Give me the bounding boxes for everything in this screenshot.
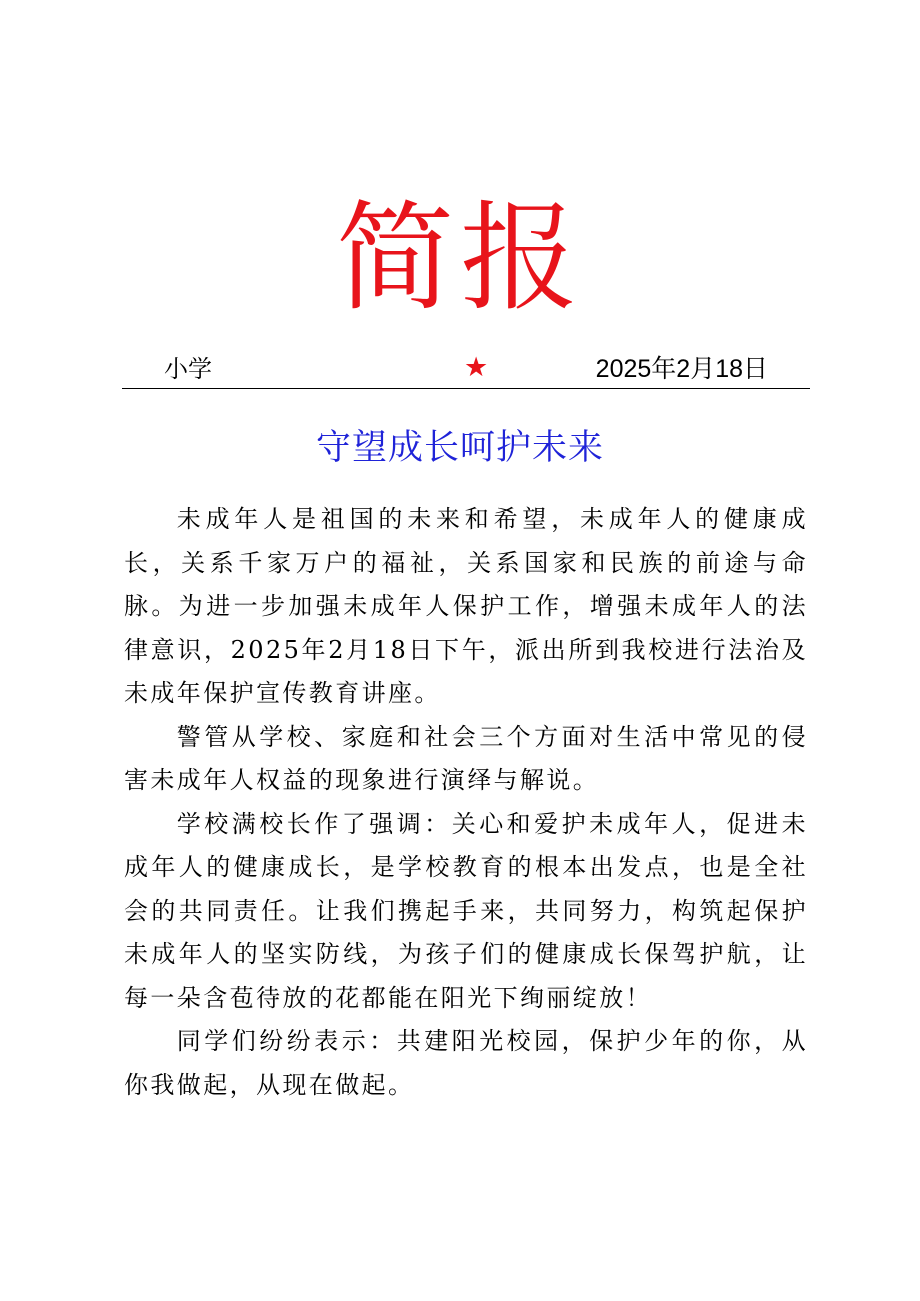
masthead-title: 简报 [335,189,584,327]
star-icon: ★ [464,352,489,383]
paragraph: 学校满校长作了强调：关心和爱护未成年人，促进未成年人的健康成长，是学校教育的根本出发点，也是全社会的共同责任。让我们携起手来，共同努力，构筑起保护未成年人的坚实防线，为孩子们的健康成长保驾护航，让每一朵含苞待放的花都能在阳光下绚丽绽放！ [124,809,808,1012]
paragraph: 警管从学校、家庭和社会三个方面对生活中常见的侵害未成年人权益的现象进行演绎与解说。 [124,722,808,794]
paragraph: 未成年人是祖国的未来和希望，未成年人的健康成长，关系千家万户的福祉，关系国家和民族的前途与命脉。为进一步加强未成年人保护工作，增强未成年人的法律意识，2025年2月18日下午，派出所到我校进行法治及未成年保护宣传教育讲座。 [124,505,808,707]
article-title: 守望成长呵护未来 [315,428,604,468]
school-name: 小学 [164,355,212,383]
issue-date: 2025年2月18日 [595,355,768,383]
paragraph: 同学们纷纷表示：共建阳光校园，保护少年的你，从你我做起，从现在做起。 [124,1027,808,1099]
issue-info-line [122,352,810,389]
article-body [124,498,808,1107]
